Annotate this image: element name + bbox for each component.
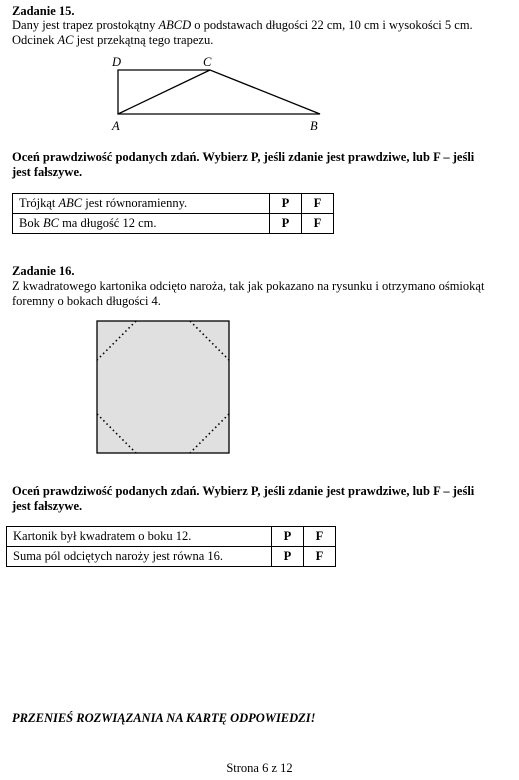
- statement-text: Trójkąt ABC jest równoramienny.: [13, 194, 270, 214]
- task15-statements-table: [12, 193, 334, 234]
- answer-f-option[interactable]: F: [304, 527, 336, 547]
- task16-instruction-line2: jest fałszywe.: [12, 499, 83, 513]
- vertex-label-d: D: [112, 55, 122, 69]
- vertex-label-a: A: [112, 119, 120, 133]
- answer-p-option[interactable]: P: [270, 214, 302, 234]
- vertex-label-b: B: [310, 119, 318, 133]
- transfer-note: PRZENIEŚ ROZWIĄZANIA NA KARTĘ ODPOWIEDZI!: [12, 711, 316, 725]
- task15-instruction-line1: Oceń prawdziwość podanych zdań. Wybierz P, jeśli zdanie jest prawdziwe, lub F – jeśli: [12, 150, 475, 164]
- vertex-label-c: C: [203, 55, 212, 69]
- answer-p-option[interactable]: P: [272, 547, 304, 567]
- task15-text-line2: Odcinek AC jest przekątną tego trapezu.: [12, 33, 214, 47]
- task15-heading: Zadanie 15.: [12, 4, 75, 18]
- table-row: [13, 214, 334, 234]
- task15-instruction-line2: jest fałszywe.: [12, 165, 83, 179]
- table-row: [7, 547, 336, 567]
- statement-text: Kartonik był kwadratem o boku 12.: [7, 527, 272, 547]
- task15-text-line1: Dany jest trapez prostokątny ABCD o podstawach długości 22 cm, 10 cm i wysokości 5 cm.: [12, 18, 473, 32]
- answer-f-option[interactable]: F: [304, 547, 336, 567]
- statement-text: Suma pól odciętych naroży jest równa 16.: [7, 547, 272, 567]
- task16-text-line1: Z kwadratowego kartonika odcięto naroża, tak jak pokazano na rysunku i otrzymano ośmiokąt: [12, 279, 485, 293]
- trapezoid-abcd: [118, 70, 320, 114]
- task16-heading: Zadanie 16.: [12, 264, 75, 278]
- table-row: [13, 194, 334, 214]
- answer-p-option[interactable]: P: [272, 527, 304, 547]
- diagonal-ac: [118, 70, 210, 114]
- trapezoid-figure: [100, 52, 340, 138]
- task16-instruction-line1: Oceń prawdziwość podanych zdań. Wybierz P, jeśli zdanie jest prawdziwe, lub F – jeśli: [12, 484, 475, 498]
- octagon-figure: [96, 320, 232, 456]
- task16-statements-table: [6, 526, 336, 567]
- answer-f-option[interactable]: F: [302, 194, 334, 214]
- table-row: [7, 527, 336, 547]
- statement-text: Bok BC ma długość 12 cm.: [13, 214, 270, 234]
- answer-f-option[interactable]: F: [302, 214, 334, 234]
- answer-p-option[interactable]: P: [270, 194, 302, 214]
- task16-text-line2: foremny o bokach długości 4.: [12, 294, 161, 308]
- page-number: Strona 6 z 12: [226, 761, 293, 775]
